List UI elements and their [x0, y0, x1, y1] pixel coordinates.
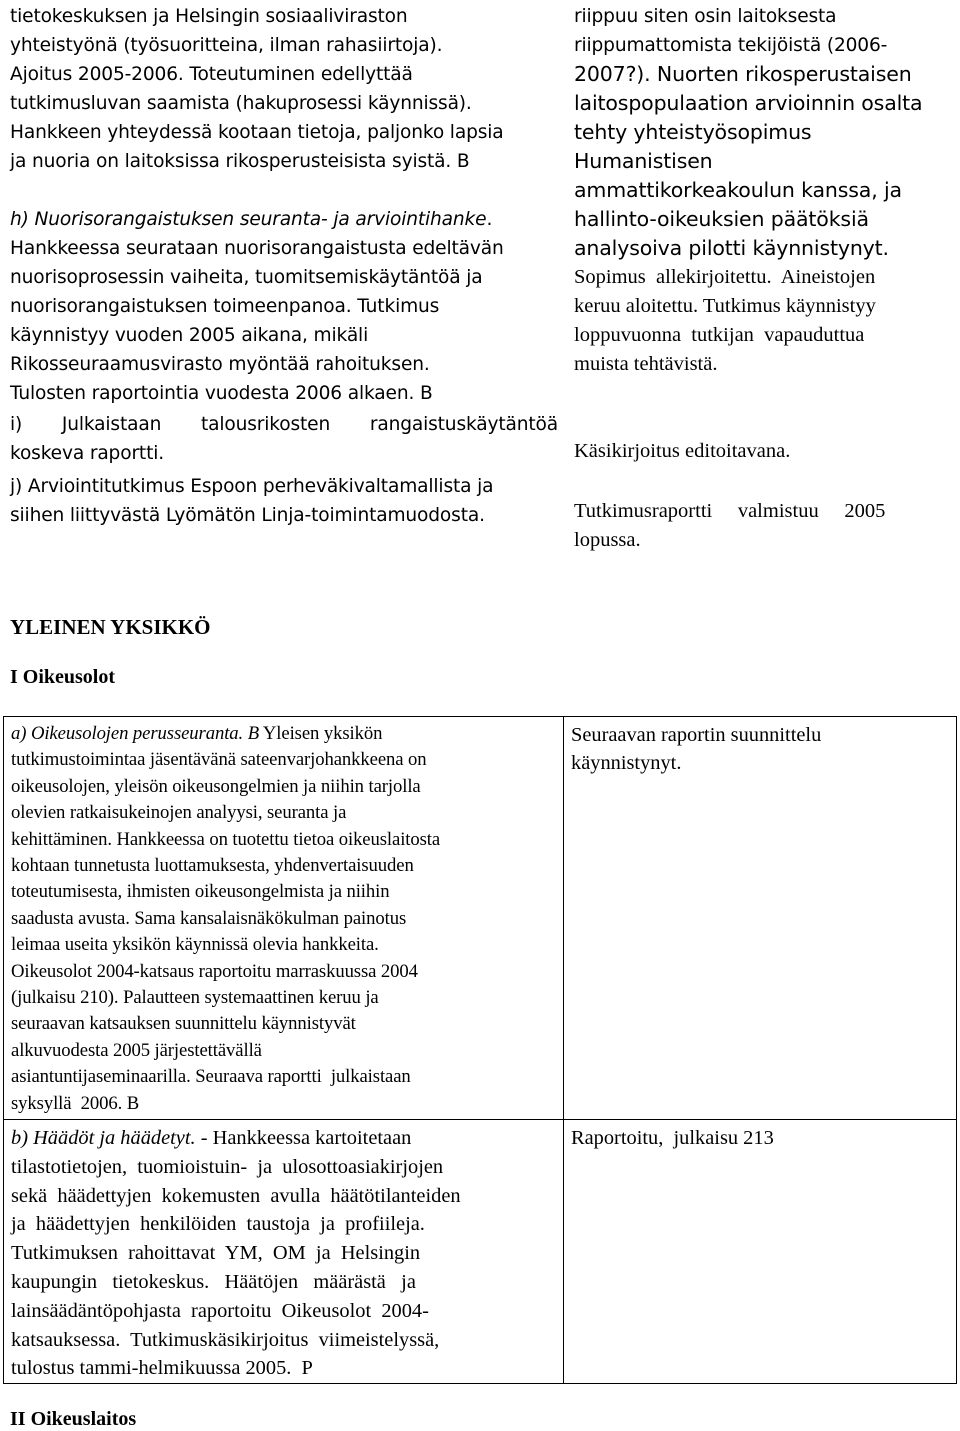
- text-line: ammattikorkeakoulun kanssa, ja: [574, 178, 902, 202]
- grade-b: B: [243, 723, 260, 744]
- table-cell-status: [564, 1120, 957, 1384]
- text-line: muista tehtävistä.: [574, 353, 718, 375]
- status-j: [574, 497, 952, 555]
- project-j: [10, 472, 558, 530]
- text-line: tutkimustoimintaa jäsentävänä sateenvarjohankkeena on: [11, 749, 427, 771]
- text-line: loppuvuonna tutkijan vapauduttua: [574, 324, 865, 346]
- project-b-title: b) Häädöt ja häädetyt.: [11, 1127, 196, 1149]
- text-line: Käsikirjoitus editoitavana.: [574, 440, 791, 462]
- table-row: [4, 1120, 957, 1384]
- table-cell-project: [4, 1120, 564, 1384]
- text-line: riippumattomista tekijöistä (2006-: [574, 35, 888, 56]
- table-cell-status: [564, 717, 957, 1120]
- project-h-title: h) Nuorisorangaistuksen seuranta- ja arviointihanke: [10, 209, 487, 230]
- section-heading: II Oikeuslaitos: [10, 1408, 137, 1430]
- text-line: kaupungin tietokeskus. Häätöjen määrästä ja: [11, 1270, 416, 1293]
- text-line: toteutumisesta, ihmisten oikeusongelmista ja niihin: [11, 881, 390, 903]
- text-line: Ajoitus 2005-2006. Toteutuminen edellyttää: [10, 64, 413, 85]
- unit-heading: YLEINEN YKSIKKÖ: [10, 615, 211, 639]
- text-line: Oikeusolot 2004-katsaus raportoitu marraskuussa 2004: [11, 960, 418, 982]
- status-h: [574, 263, 952, 379]
- text-line: syksyllä 2006. B: [11, 1092, 140, 1114]
- text-line: laitospopulaation arvioinnin osalta: [574, 91, 923, 115]
- text-line: ja häädettyjen henkilöiden taustoja ja profiileja.: [11, 1213, 425, 1236]
- status-a: Seuraavan raportin suunnittelu käynnistynyt.: [571, 724, 822, 774]
- text-line: Tutkimuksen rahoittavat YM, OM ja Helsingin: [11, 1242, 421, 1265]
- top-right-paragraph: [574, 2, 952, 263]
- text-line: hallinto-oikeuksien päätöksiä: [574, 207, 869, 231]
- text-line: tulostus tammi-helmikuussa 2005. P: [11, 1357, 313, 1380]
- project-a: [11, 721, 556, 1117]
- text-line: i) Julkaistaan talousrikosten rangaistuskäytäntöä: [10, 414, 558, 435]
- text-span: Yleisen yksikön: [259, 723, 383, 744]
- text-line: yhteistyönä (työsuoritteina, ilman rahasiirtoja).: [10, 35, 443, 56]
- projects-table: [3, 716, 957, 1384]
- top-left-column: [10, 2, 558, 530]
- project-i: [10, 410, 558, 468]
- text-line: lainsäädäntöpohjasta raportoitu Oikeusolot 2004-: [11, 1299, 429, 1322]
- text-line: sekä häädettyjen kokemusten avulla häätötilanteiden: [11, 1184, 461, 1207]
- text-line: Hankkeen yhteydessä kootaan tietoja, paljonko lapsia: [10, 122, 504, 143]
- table-cell-project: [4, 717, 564, 1120]
- text-line: lopussa.: [574, 529, 641, 551]
- text-line: riippuu siten osin laitoksesta: [574, 6, 837, 27]
- text-line: 2007?). Nuorten rikosperustaisen: [574, 62, 912, 86]
- text-line: kehittäminen. Hankkeessa on tuotettu tietoa oikeuslaitosta: [11, 828, 441, 850]
- text-line: tietokeskuksen ja Helsingin sosiaaliviraston: [10, 6, 408, 27]
- text-line: oikeusolojen, yleisön oikeusongelmien ja niihin tarjolla: [11, 775, 421, 797]
- text-line: tutkimusluvan saamista (hakuprosessi käynnissä).: [10, 93, 472, 114]
- status-i: [574, 437, 952, 466]
- text-line: j) Arviointitutkimus Espoon perheväkivaltamallista ja: [10, 476, 494, 497]
- text-line: olevien ratkaisukeinojen analyysi, seuranta ja: [11, 802, 347, 824]
- top-left-paragraph: [10, 2, 558, 176]
- text-line: käynnistyy vuoden 2005 aikana, mikäli: [10, 325, 369, 346]
- text-line: nuorisorangaistuksen toimeenpanoa. Tutkimus: [10, 296, 440, 317]
- project-b: [11, 1124, 556, 1383]
- text-line: Rikosseuraamusvirasto myöntää rahoituksen.: [10, 354, 430, 375]
- text-line: asiantuntijaseminaarilla. Seuraava raportti julkaistaan: [11, 1066, 411, 1088]
- text-line: kohtaan tunnetusta luottamuksesta, yhdenvertaisuuden: [11, 855, 414, 877]
- text-line: Tulosten raportointia vuodesta 2006 alkaen. B: [10, 383, 433, 404]
- text-line: alkuvuodesta 2005 järjestettävällä: [11, 1039, 262, 1061]
- text-line: Hankkeessa seurataan nuorisorangaistusta edeltävän: [10, 238, 504, 259]
- text-line: seuraavan katsauksen suunnittelu käynnistyvät: [11, 1013, 356, 1035]
- status-b: Raportoitu, julkaisu 213: [571, 1127, 774, 1149]
- text-line: Sopimus allekirjoitettu. Aineistojen: [574, 266, 876, 288]
- project-h: h) Nuorisorangaistuksen seuranta- ja arviointihanke. Hankkeessa seurataan nuorisorangaistusta edeltävän nuorisoprosessin vaiheita, tuomitsemiskäytäntöä ja nuorisorangaistuksen toimeenpanoa. Tutkimus käynnistyy vuoden 2005 aikana, mikäli Rikosseuraamusvirasto myöntää rahoituksen. Tulosten raportointia vuodesta 2006 alkaen. B: [10, 205, 558, 408]
- text-line: katsauksessa. Tutkimuskäsikirjoitus viimeistelyssä,: [11, 1328, 440, 1351]
- text-line: leimaa useita yksikön käynnissä olevia hankkeita.: [11, 934, 379, 956]
- text-line: siihen liittyvästä Lyömätön Linja-toimintamuodosta.: [10, 505, 485, 526]
- section-heading: I Oikeusolot: [10, 666, 116, 688]
- text-line: (julkaisu 210). Palautteen systemaattinen keruu ja: [11, 987, 379, 1009]
- table-row: [4, 717, 957, 1120]
- top-right-column: [574, 2, 952, 555]
- text-line: koskeva raportti.: [10, 443, 164, 464]
- text-line: nuorisoprosessin vaiheita, tuomitsemiskäytäntöä ja: [10, 267, 483, 288]
- text-line: keruu aloitettu. Tutkimus käynnistyy: [574, 295, 876, 317]
- project-a-title: a) Oikeusolojen perusseuranta.: [11, 723, 244, 744]
- text-line: analysoiva pilotti käynnistynyt.: [574, 236, 889, 260]
- text-line: tehty yhteistyösopimus Humanistisen: [574, 120, 812, 173]
- text-line: tilastotietojen, tuomioistuin- ja ulosottoasiakirjojen: [11, 1155, 444, 1178]
- text-line: ja nuoria on laitoksissa rikosperusteisista syistä. B: [10, 151, 470, 172]
- text-line: Tutkimusraportti valmistuu 2005: [574, 500, 886, 522]
- text-line: saadusta avusta. Sama kansalaisnäkökulman painotus: [11, 907, 407, 929]
- text-span: - Hankkeessa kartoitetaan: [195, 1127, 412, 1149]
